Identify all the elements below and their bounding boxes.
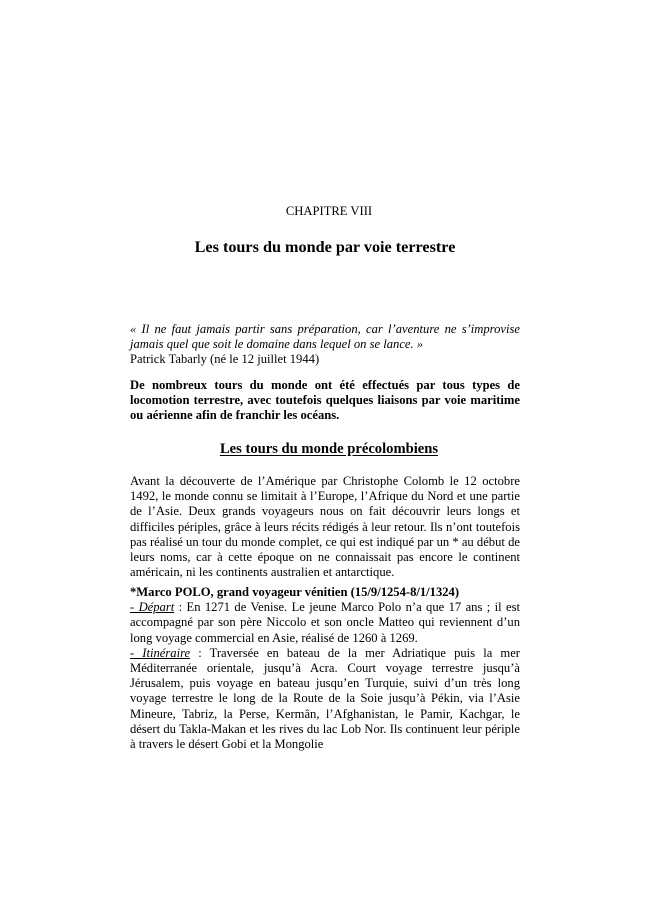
itineraire-text: : Traversée en bateau de la mer Adriatique puis la mer Méditerranée orientale, jusqu’à Acra. Court voyage terrestre jusqu’à Jérusalem, puis voyage en bateau jusqu’en Turquie, suivi d’un très long voyage terrestre le long de la Route de la Soie jusqu’à Pékin, via l’Asie Mineure, Tabriz, la Perse, Kermân, l’Afghanistan, le Pamir, Kachgar, le désert du Takla-Makan et les rives du lac Lob Nor. Ils continuent leur périple à travers le désert Gobi et la Mongolie — [130, 645, 520, 752]
epigraph — [130, 322, 520, 368]
epigraph-quote: « Il ne faut jamais partir sans préparation, car l’aventure ne s’improvise jamais quel que soit le domaine dans lequel on se lance. » — [130, 322, 520, 352]
section-paragraph: Avant la découverte de l’Amérique par Christophe Colomb le 12 octobre 1492, le monde connu se limitait à l’Europe, l’Afrique du Nord et une partie de l’Asie. Deux grands voyageurs nous on fait découvrir leurs longs et difficiles périples, grâce à leurs récits rédigés à leur retour. Ils n’ont toutefois pas réalisé un tour du monde complet, ce qui est indiqué par un * au début de leurs noms, car à cette époque on ne connaissait pas encore le continent américain, ni les continents australien et antarctique. — [130, 474, 520, 580]
depart-label: - Départ — [130, 600, 175, 615]
traveler-itineraire — [130, 646, 520, 752]
epigraph-attribution: Patrick Tabarly (né le 12 juillet 1944) — [130, 352, 320, 367]
chapter-label: CHAPITRE VIII — [285, 204, 373, 218]
traveler-depart — [130, 600, 520, 646]
section-title — [130, 440, 520, 458]
traveler-entry — [130, 585, 520, 752]
intro-paragraph: De nombreux tours du monde ont été effectués par tous types de locomotion terrestre, avec toutefois quelques liaisons par voie maritime ou aérienne afin de franchir les océans. — [130, 378, 520, 423]
depart-text: : En 1271 de Venise. Le jeune Marco Polo n’a que 17 ans ; il est accompagné par son père Niccolo et son oncle Matteo qui reviennent d’un long voyage commercial en Asie, réalisé de 1260 à 1269. — [130, 600, 520, 645]
chapter-title: Les tours du monde par voie terrestre — [194, 238, 456, 256]
traveler-heading: *Marco POLO, grand voyageur vénitien (15/9/1254-8/1/1324) — [130, 585, 460, 599]
section-title-text: Les tours du monde précolombiens — [219, 441, 439, 457]
itineraire-label: - Itinéraire — [130, 645, 191, 660]
